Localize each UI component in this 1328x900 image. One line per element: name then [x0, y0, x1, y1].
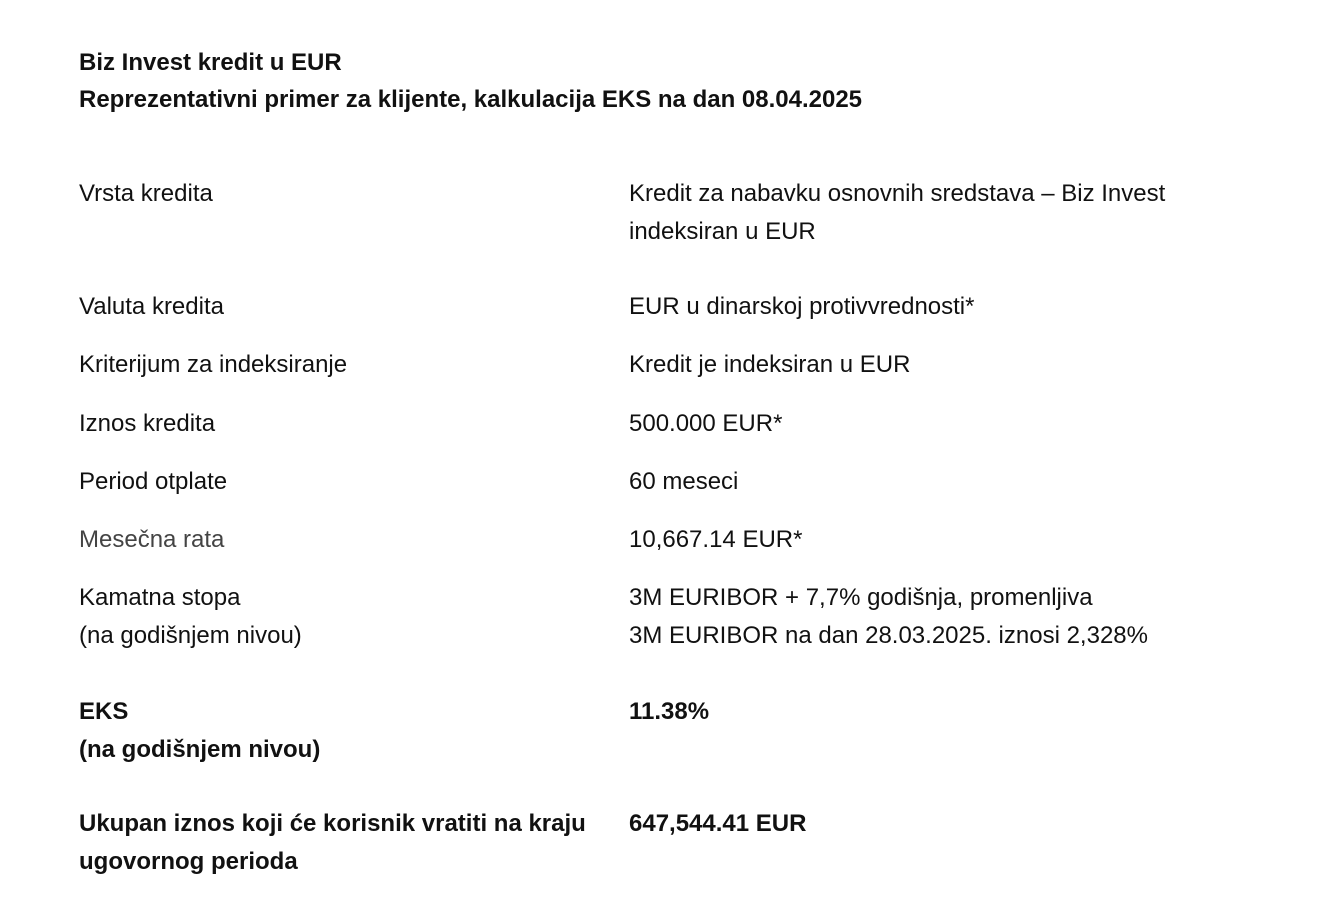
- label-interest-rate-line2: (na godišnjem nivou): [79, 622, 302, 649]
- value-interest-rate: [629, 579, 1269, 655]
- label-loan-type-text: Vrsta kredita: [79, 180, 213, 207]
- label-total-amount-line2: ugovornog perioda: [79, 848, 298, 875]
- value-eks: 11.38%: [629, 698, 710, 725]
- label-loan-type: [79, 175, 619, 213]
- label-eks: [79, 693, 619, 769]
- value-monthly-installment: 10,667.14 EUR*: [629, 526, 803, 553]
- value-interest-rate-line2: 3M EURIBOR na dan 28.03.2025. iznosi 2,328%: [629, 622, 1148, 649]
- label-total-amount: [79, 805, 619, 881]
- label-interest-rate-line1: Kamatna stopa: [79, 584, 241, 611]
- label-monthly-installment: Mesečna rata: [79, 526, 225, 553]
- document-heading: [79, 44, 1259, 118]
- document-title: Biz Invest kredit u EUR: [79, 49, 342, 76]
- value-interest-rate-line1: 3M EURIBOR + 7,7% godišnja, promenljiva: [629, 584, 1093, 611]
- value-loan-type-line2: indeksiran u EUR: [629, 218, 816, 245]
- label-loan-amount: Iznos kredita: [79, 410, 216, 437]
- value-loan-type: [629, 175, 1269, 251]
- value-repayment-period: 60 meseci: [629, 468, 739, 495]
- label-total-amount-line1: Ukupan iznos koji će korisnik vratiti na kraju: [79, 810, 586, 837]
- value-loan-type-line1: Kredit za nabavku osnovnih sredstava – Biz Invest: [629, 180, 1166, 207]
- label-interest-rate: [79, 579, 619, 655]
- label-repayment-period: Period otplate: [79, 468, 228, 495]
- label-eks-line1: EKS: [79, 698, 129, 725]
- label-loan-currency: Valuta kredita: [79, 293, 224, 320]
- value-indexation-criterion: Kredit je indeksiran u EUR: [629, 351, 911, 378]
- value-loan-currency: EUR u dinarskoj protivvrednosti*: [629, 293, 975, 320]
- value-loan-amount: 500.000 EUR*: [629, 410, 783, 437]
- label-indexation-criterion: Kriterijum za indeksiranje: [79, 351, 348, 378]
- label-eks-line2: (na godišnjem nivou): [79, 736, 321, 763]
- value-total-amount: 647,544.41 EUR: [629, 810, 807, 837]
- document-subtitle: Reprezentativni primer za klijente, kalkulacija EKS na dan 08.04.2025: [79, 86, 863, 113]
